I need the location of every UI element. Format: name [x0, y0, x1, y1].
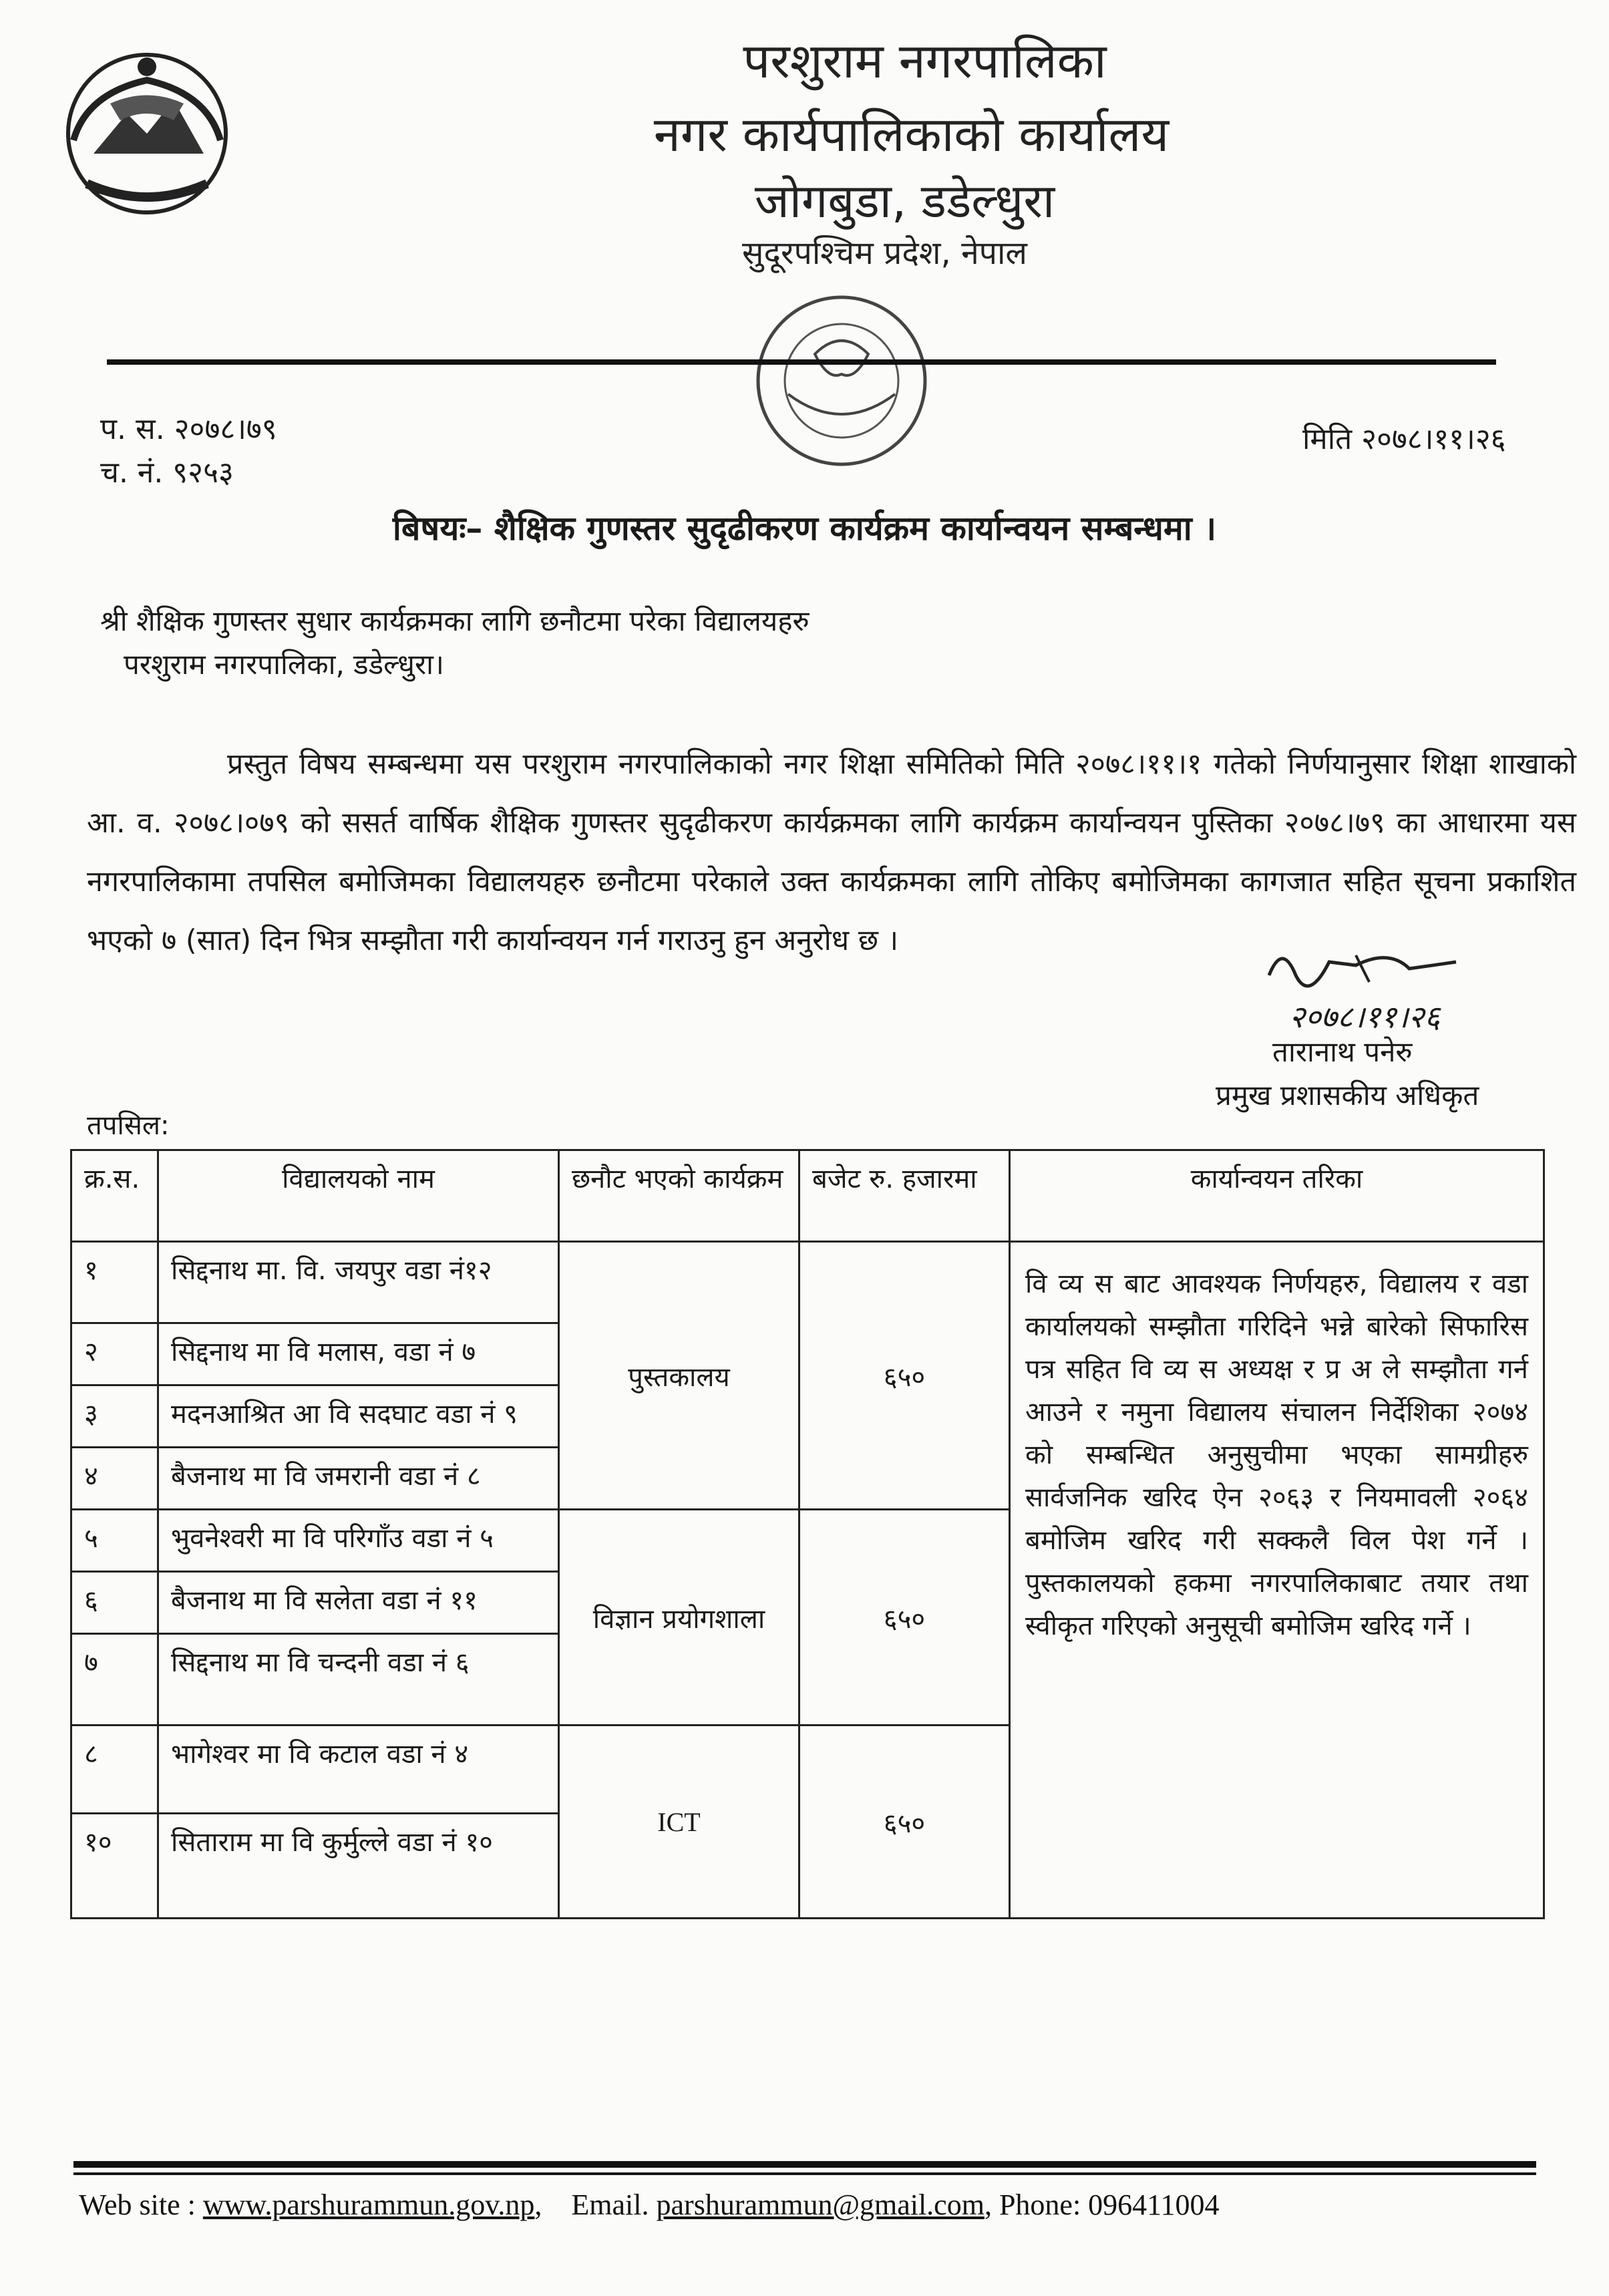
- header-program: छनौट भएको कार्यक्रम: [559, 1150, 799, 1242]
- program-cell: ICT: [559, 1726, 799, 1919]
- signature-date: २०७८।११।२६: [1289, 999, 1441, 1035]
- office-name: नगर कार्यपालिकाको कार्यालय: [653, 106, 1170, 162]
- row-sn: ७: [71, 1634, 158, 1726]
- office-location: जोगबुडा, डडेल्धुरा: [754, 174, 1055, 228]
- program-cell: पुस्तकालय: [559, 1242, 799, 1510]
- row-sn: ४: [71, 1448, 158, 1510]
- program-cell: विज्ञान प्रयोगशाला: [559, 1510, 799, 1726]
- row-school: भागेश्वर मा वि कटाल वडा नं ४: [158, 1726, 559, 1814]
- footer-rule: [73, 2161, 1536, 2168]
- row-sn: ६: [71, 1572, 158, 1634]
- footer-rule-thin: [73, 2172, 1536, 2175]
- letter-subject: बिषयः– शैक्षिक गुणस्तर सुदृढीकरण कार्यक्रम कार्यान्वयन सम्बन्धमा ।: [392, 509, 1217, 548]
- row-sn: ३: [71, 1385, 158, 1448]
- addressee-line-1: श्री शैक्षिक गुणस्तर सुधार कार्यक्रमका लागि छनौटमा परेका विद्यालयहरु: [100, 605, 810, 637]
- website-label: Web site :: [79, 2188, 196, 2221]
- implementation-method: वि व्य स बाट आवश्यक निर्णयहरु, विद्यालय र वडा कार्यालयको सम्झौता गरिदिने भन्ने बारेको सिफारिस पत्र सहित वि व्य स अध्यक्ष र प्र अ ले सम्झौता गर्न आउने र नमुना विद्यालय संचालन निर्देशिका २०७४ को सम्बन्धित अनुसुचीमा भएका सामग्रीहरु सार्वजनिक खरिद ऐन २०६३ र नियमावली २०६४ बमोजिम खरिद गरी सक्कलै विल पेश गर्ने । पुस्तकालयको हकमा नगरपालिकाबाट तयार तथा स्वीकृत गरिएको अनुसूची बमोजिम खरिद गर्ने ।: [1010, 1242, 1544, 1919]
- footer: Web site : www.parshurammun.gov.np, Email. parshurammun@gmail.com, Phone: 096411004: [79, 2188, 1220, 2221]
- row-school: सिताराम मा वि कुर्मुल्ले वडा नं १०: [158, 1814, 559, 1919]
- annex-label: तपसिल:: [87, 1110, 170, 1141]
- email-label: Email.: [571, 2188, 649, 2221]
- reference-number: प. स. २०७८।७९: [100, 412, 277, 446]
- row-school: बैजनाथ मा वि जमरानी वडा नं ८: [158, 1448, 559, 1510]
- signatory-title: प्रमुख प्रशासकीय अधिकृत: [1216, 1079, 1479, 1112]
- row-sn: १०: [71, 1814, 158, 1919]
- table-header-row: [71, 1150, 1544, 1242]
- addressee-line-2: परशुराम नगरपालिका, डडेल्धुरा।: [124, 648, 444, 681]
- municipality-name: परशुराम नगरपालिका: [743, 33, 1107, 89]
- header-sn: क्र.स.: [71, 1150, 158, 1242]
- header-budget: बजेट रु. हजारमा: [799, 1150, 1010, 1242]
- row-school: सिद्दनाथ मा. वि. जयपुर वडा नं१२: [158, 1242, 559, 1323]
- row-school: बैजनाथ मा वि सलेता वडा नं ११: [158, 1572, 559, 1634]
- letter-date: मिति २०७८।११।२६: [1302, 422, 1506, 456]
- signatory-name: तारानाथ पनेरु: [1272, 1035, 1413, 1068]
- email-link[interactable]: parshurammun@gmail.com: [656, 2188, 985, 2221]
- row-school: मदनआश्रित आ वि सदघाट वडा नं ९: [158, 1385, 559, 1448]
- letter-body: प्रस्तुत विषय सम्बन्धमा यस परशुराम नगरपालिकाको नगर शिक्षा समितिको मिति २०७८।११।१ गतेको निर्णयानुसार शिक्षा शाखाको आ. व. २०७८।०७९ को ससर्त वार्षिक शैक्षिक गुणस्तर सुदृढीकरण कार्यक्रमका लागि कार्यक्रम कार्यान्वयन पुस्तिका २०७८।७९ का आधारमा यस नगरपालिकामा तपसिल बमोजिमका विद्यालयहरु छनौटमा परेकाले उक्त कार्यक्रमका लागि तोकिए बमोजिमका कागजात सहित सूचना प्रकाशित भएको ७ (सात) दिन भित्र सम्झौता गरी कार्यान्वयन गर्न गराउनु हुन अनुरोध छ ।: [87, 748, 1576, 957]
- phone-number: Phone: 096411004: [999, 2188, 1220, 2221]
- header-rule: [107, 359, 1496, 365]
- row-sn: १: [71, 1242, 158, 1323]
- row-school: भुवनेश्वरी मा वि परिगाँउ वडा नं ५: [158, 1510, 559, 1572]
- row-school: सिद्दनाथ मा वि चन्दनी वडा नं ६: [158, 1634, 559, 1726]
- office-stamp-icon: [715, 281, 982, 481]
- budget-cell: ६५०: [799, 1242, 1010, 1510]
- table-row: [71, 1242, 1544, 1323]
- header-method: कार्यान्वयन तरिका: [1010, 1150, 1544, 1242]
- dispatch-number: च. नं. ९२५३: [100, 456, 234, 490]
- website-link[interactable]: www.parshurammun.gov.np: [202, 2188, 535, 2221]
- budget-cell: ६५०: [799, 1726, 1010, 1919]
- schools-table: [70, 1149, 1545, 1919]
- row-sn: २: [71, 1323, 158, 1385]
- row-sn: ८: [71, 1726, 158, 1814]
- province-country: सुदूरपश्चिम प्रदेश, नेपाल: [742, 234, 1027, 272]
- budget-cell: ६५०: [799, 1510, 1010, 1726]
- row-school: सिद्दनाथ मा वि मलास, वडा नं ७: [158, 1323, 559, 1385]
- header-school: विद्यालयको नाम: [158, 1150, 559, 1242]
- row-sn: ५: [71, 1510, 158, 1572]
